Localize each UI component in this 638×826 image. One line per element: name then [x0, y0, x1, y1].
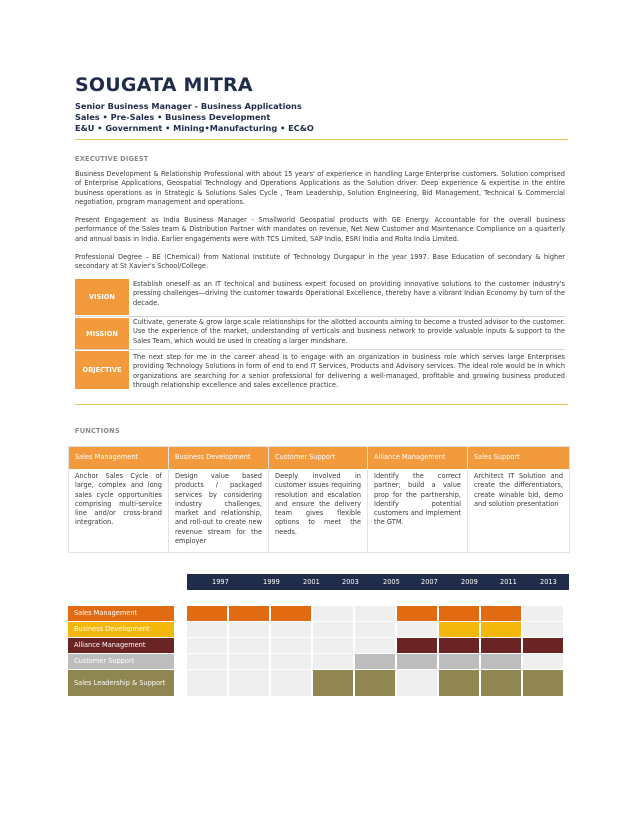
timeline-bar: [439, 654, 479, 669]
mission-label: MISSION: [75, 318, 129, 349]
timeline-empty-cell: [229, 670, 269, 696]
objective-label: OBJECTIVE: [75, 351, 129, 389]
candidate-name: SOUGATA MITRA: [75, 74, 253, 96]
timeline-bar: [271, 606, 311, 621]
mission-row: [75, 318, 565, 349]
executive-digest-heading: EXECUTIVE DIGEST: [75, 155, 149, 163]
timeline-empty-cell: [355, 622, 395, 637]
timeline-bar: [397, 606, 437, 621]
timeline-empty-cell: [523, 654, 563, 669]
timeline-empty-cell: [313, 606, 353, 621]
timeline-empty-cell: [187, 622, 227, 637]
timeline-bar: [187, 606, 227, 621]
year-label: 1997: [212, 578, 229, 586]
timeline-bar: [397, 654, 437, 669]
statements-divider: [75, 404, 568, 405]
timeline-empty-cell: [397, 670, 437, 696]
year-label: 2001: [303, 578, 320, 586]
timeline-bar: [313, 670, 353, 696]
functions-table: [68, 446, 570, 553]
digest-paragraph-1: Business Development & Relationship Professional with about 15 years' of experience in handling Large Enterprise customers. Solution comprised of Enterprise Applications, Geospatial Technology and Operations Applications as the Solution driver. Deep experience & expertise in the entire business operations as in Strategic & Solutions Sales Cycle , Team Leadership, Solution Engineering, Bid Management, Technical & Commercial negotiation, program management and operations.: [75, 170, 565, 206]
function-description: Deeply involved in customer issues requiring resolution and escalation and ensure the delivery team gives flexible options to meet the needs.: [275, 472, 361, 536]
timeline-bar: [397, 638, 437, 653]
function-sales-support: [468, 447, 569, 552]
timeline-row-label: Sales Management: [68, 606, 174, 621]
year-label: 2009: [461, 578, 478, 586]
timeline-bar: [481, 654, 521, 669]
function-title: Business Development: [169, 447, 268, 469]
vision-row: [75, 279, 565, 315]
function-title: Alliance Management: [368, 447, 467, 469]
function-title: Sales Support: [468, 447, 569, 469]
vision-label: VISION: [75, 279, 129, 315]
specialties-line: Sales • Pre-Sales • Business Development: [75, 112, 271, 122]
timeline-row-label: Alliance Management: [68, 638, 174, 653]
industries-line: E&U • Government • Mining•Manufacturing • EC&O: [75, 123, 314, 133]
function-description: Design value based products / packaged services by considering industry challenges, market and relationship, and roll-out to create new revenue stream for the employer: [175, 472, 262, 546]
year-label: 1999: [263, 578, 280, 586]
function-description: Architect IT Solution and create the differentiators, create winable bid, demo and solution presentation: [474, 472, 563, 508]
timeline-empty-cell: [271, 622, 311, 637]
function-title: Customer Support: [269, 447, 367, 469]
digest-paragraph-3: Professional Degree – BE (Chemical) from National Institute of Technology Durgapur in the year 1997. Base Education of secondary & higher secondary at St Xavier's School/College.: [75, 253, 565, 271]
function-description: Identify the correct partner; build a value prop for the partnership, Identify potential customers and implement the GTM.: [374, 472, 461, 527]
mission-text: Cultivate, generate & grow large scale relationships for the allotted accounts aiming to become a trusted advisor to the customer. Use the experience of the market, understanding of verticals and business network to provide valuable inputs & support to the Sales Team, which would be used in creating a larger mindshare.: [133, 318, 565, 345]
year-label: 2013: [540, 578, 557, 586]
timeline-empty-cell: [523, 622, 563, 637]
timeline-bar: [481, 638, 521, 653]
timeline-empty-cell: [229, 638, 269, 653]
timeline-bar: [481, 606, 521, 621]
timeline-row-label: Sales Leadership & Support: [68, 670, 174, 696]
timeline-row-label: Customer Support: [68, 654, 174, 669]
timeline-bar: [355, 654, 395, 669]
function-description: Anchor Sales Cycle of large, complex and long sales cycle opportunities comprising multi-service line and/or cross-brand integration.: [75, 472, 162, 527]
timeline-empty-cell: [229, 654, 269, 669]
timeline-empty-cell: [355, 606, 395, 621]
digest-paragraph-2: Present Engagement as India Business Manager - Smallworld Geospatial products with GE Energy. Accountable for the overall business performance of the Sales team & Distribution Partner with mandates on revenue, Net New Customer and Maintenance Compliance on a quarterly and annual basis in India. Earlier engagements were with TCS Limited, SAP India, ESRI India and Rolta India Limited.: [75, 216, 565, 243]
timeline-empty-cell: [271, 638, 311, 653]
function-business-development: [169, 447, 269, 552]
timeline-empty-cell: [397, 622, 437, 637]
function-title: Sales Management: [69, 447, 168, 469]
timeline-bar: [523, 670, 563, 696]
timeline-bar: [439, 670, 479, 696]
timeline-empty-cell: [271, 654, 311, 669]
header-divider: [75, 139, 568, 140]
timeline-empty-cell: [523, 606, 563, 621]
timeline-bar: [481, 670, 521, 696]
year-label: 2011: [500, 578, 517, 586]
function-sales-management: [69, 447, 169, 552]
timeline-bar: [355, 670, 395, 696]
timeline-bar: [439, 638, 479, 653]
year-label: 2005: [383, 578, 400, 586]
timeline-empty-cell: [313, 638, 353, 653]
timeline-empty-cell: [271, 670, 311, 696]
functions-heading: FUNCTIONS: [75, 427, 120, 435]
timeline-empty-cell: [187, 638, 227, 653]
timeline-row-label: Business Development: [68, 622, 174, 637]
job-title: Senior Business Manager - Business Applications: [75, 101, 302, 111]
divider: [75, 349, 565, 350]
timeline-bar: [439, 606, 479, 621]
year-label: 2003: [342, 578, 359, 586]
timeline-bar: [229, 606, 269, 621]
timeline-bar: [481, 622, 521, 637]
timeline-empty-cell: [187, 654, 227, 669]
timeline-empty-cell: [229, 622, 269, 637]
divider: [75, 316, 565, 317]
timeline-years-header: [187, 574, 569, 590]
timeline-bar: [523, 638, 563, 653]
year-label: 2007: [421, 578, 438, 586]
timeline-empty-cell: [355, 638, 395, 653]
vision-text: Establish oneself as an IT technical and business expert focused on providing innovative solutions to the customer industry's pressing challenges—driving the customer towards Operational Excellence, thereby have a vibrant Indian Economy by turn of the decade.: [133, 280, 565, 307]
timeline-bar: [439, 622, 479, 637]
timeline-empty-cell: [313, 654, 353, 669]
timeline-empty-cell: [187, 670, 227, 696]
objective-row: [75, 351, 565, 389]
timeline-empty-cell: [313, 622, 353, 637]
function-alliance-management: [368, 447, 468, 552]
objective-text: The next step for me in the career ahead is to engage with an organization in business role which serves large Enterprises providing Technology Solutions in form of end to end IT Services, Products and Advisory services. The ideal role would be in which organizations are searching for a senior professional for delivering a well-managed, profitable and growing business produced through relationship excellence and sales excellence practice.: [133, 353, 565, 389]
function-customer-support: [269, 447, 368, 552]
